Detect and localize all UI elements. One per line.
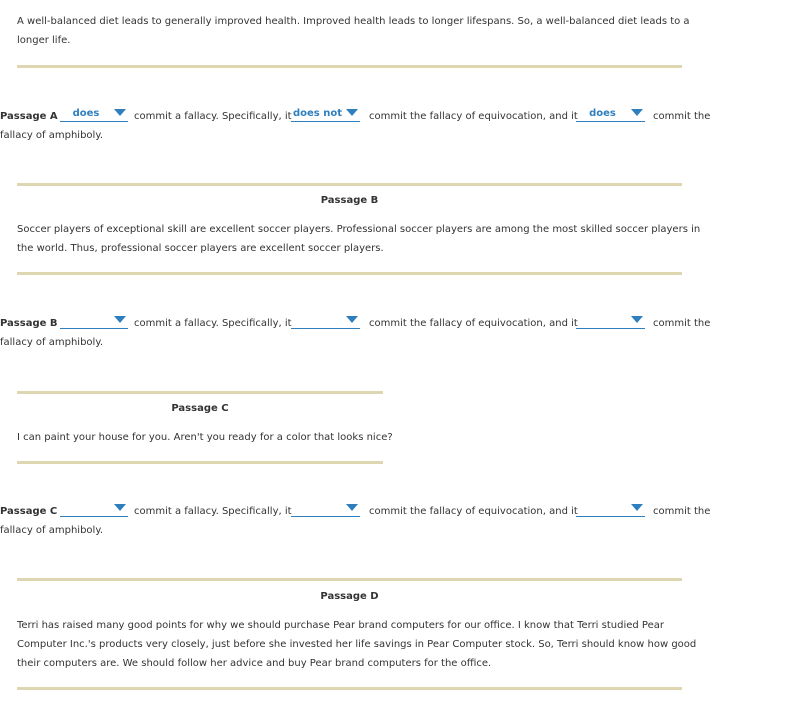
passage-c-line: I can paint your house for you. Aren't you ready for a color that looks nice?	[17, 432, 393, 443]
caret-down-icon	[346, 504, 358, 511]
sentence-segment: commit the fallacy of equivocation, and it	[369, 506, 578, 517]
passage-a-line: longer life.	[17, 35, 71, 46]
passage-c-label: Passage C	[0, 506, 58, 517]
caret-down-icon	[631, 504, 643, 511]
caret-down-icon	[114, 109, 126, 116]
divider	[17, 687, 682, 690]
sentence-segment: commit a fallacy. Specifically, it	[134, 506, 292, 517]
passage-a-text	[17, 12, 690, 50]
passage-b-equivocation-dropdown[interactable]	[291, 314, 360, 329]
sentence-segment: commit the	[653, 318, 711, 329]
passage-d-title: Passage D	[320, 591, 379, 602]
caret-down-icon	[346, 316, 358, 323]
passage-a-label: Passage A	[0, 111, 58, 122]
sentence-segment: commit a fallacy. Specifically, it	[134, 111, 292, 122]
passage-d-text	[17, 616, 696, 673]
divider	[17, 183, 682, 186]
dropdown-value: does not	[292, 108, 342, 119]
sentence-continuation: fallacy of amphiboly.	[0, 525, 103, 536]
sentence-segment: commit the	[653, 111, 711, 122]
caret-down-icon	[631, 316, 643, 323]
caret-down-icon	[114, 316, 126, 323]
passage-d-line: Computer Inc.'s products very closely, just before she invested her life savings in Pear Computer stock. So, Terri should know how good	[17, 639, 697, 650]
divider	[17, 578, 682, 581]
caret-down-icon	[114, 504, 126, 511]
passage-b-commits-dropdown[interactable]	[60, 314, 128, 329]
caret-down-icon	[346, 109, 358, 116]
passage-c-amphiboly-dropdown[interactable]	[576, 502, 645, 517]
passage-b-amphiboly-dropdown[interactable]	[576, 314, 645, 329]
dropdown-value: does	[589, 108, 616, 119]
sentence-segment: commit the fallacy of equivocation, and it	[369, 318, 578, 329]
sentence-segment: commit the	[653, 506, 711, 517]
divider	[17, 272, 682, 275]
sentence-continuation: fallacy of amphiboly.	[0, 337, 103, 348]
passage-b-label: Passage B	[0, 318, 58, 329]
passage-a-commits-dropdown[interactable]	[60, 107, 128, 122]
passage-b-text	[17, 220, 700, 258]
passage-c-title: Passage C	[171, 403, 229, 414]
sentence-continuation: fallacy of amphiboly.	[0, 130, 103, 141]
passage-c-commits-dropdown[interactable]	[60, 502, 128, 517]
sentence-segment: commit a fallacy. Specifically, it	[134, 318, 292, 329]
passage-a-equivocation-dropdown[interactable]	[291, 107, 360, 122]
divider	[17, 65, 682, 68]
passage-c-text	[17, 428, 393, 447]
passage-b-line: Soccer players of exceptional skill are excellent soccer players. Professional soccer players are among the most skilled soccer players in	[17, 224, 701, 235]
passage-a-amphiboly-dropdown[interactable]	[576, 107, 645, 122]
sentence-segment: commit the fallacy of equivocation, and it	[369, 111, 578, 122]
passage-b-title: Passage B	[320, 195, 379, 206]
passage-a-line: A well-balanced diet leads to generally improved health. Improved health leads to longer lifespans. So, a well-balanced diet leads to a	[17, 16, 690, 27]
passage-d-line: Terri has raised many good points for why we should purchase Pear brand computers for our office. I know that Terri studied Pear	[17, 620, 664, 631]
divider	[17, 391, 383, 394]
caret-down-icon	[631, 109, 643, 116]
dropdown-value: does	[72, 108, 100, 119]
passage-d-line: their computers are. We should follow her advice and buy Pear brand computers for the office.	[17, 658, 492, 669]
passage-b-line: the world. Thus, professional soccer players are excellent soccer players.	[17, 243, 384, 254]
passage-c-equivocation-dropdown[interactable]	[291, 502, 360, 517]
divider	[17, 461, 383, 464]
